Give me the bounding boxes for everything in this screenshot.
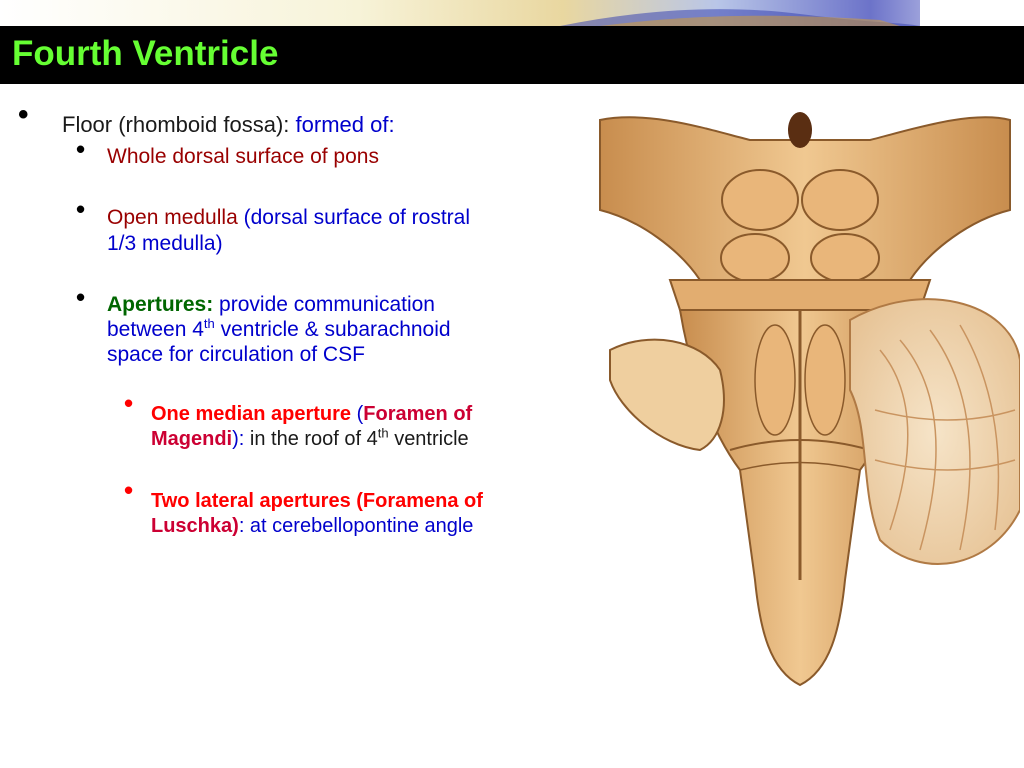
header-gradient-graphic [0, 0, 1024, 26]
title-bar [0, 26, 1024, 84]
median-foramen: Foramen of [363, 403, 473, 425]
pons-item: Whole dorsal surface of pons [107, 145, 379, 168]
floor-label: Floor (rhomboid fossa): [62, 112, 290, 137]
lateral-aperture-line2 [151, 513, 473, 539]
slide-content [0, 84, 600, 768]
median-aperture-item [151, 401, 472, 427]
median-location: in the roof of 4 [249, 428, 378, 450]
bullet-dot-icon: • [76, 194, 86, 224]
medulla-item [107, 205, 470, 231]
bullet-dot-icon: • [124, 388, 134, 418]
median-foramen-name: Magendi [151, 428, 233, 450]
bullet-dot-icon: • [76, 134, 86, 164]
medulla-detail: (dorsal surface of rostral [243, 206, 471, 229]
superscript-th: th [203, 316, 215, 331]
bullet-dot-icon: • [124, 475, 134, 505]
bullet-dot-icon: • [76, 282, 86, 312]
lateral-location: : at cerebellopontine angle [238, 515, 474, 537]
median-aperture-line2 [151, 426, 469, 452]
median-label: One median aperture [151, 403, 352, 425]
floor-line [62, 112, 395, 138]
apertures-item [107, 292, 435, 318]
slide-title: Fourth Ventricle [12, 34, 279, 73]
apertures-line3: space for circulation of CSF [107, 343, 365, 366]
apertures-text: provide communication [219, 293, 435, 316]
lateral-foramen-name: Luschka) [151, 515, 239, 537]
lateral-aperture-item: Two lateral apertures (Foramena of [151, 490, 483, 512]
apertures-text-2b: ventricle & subarachnoid [220, 318, 451, 341]
floor-formed: formed of: [295, 112, 395, 137]
bullet-dot-icon: • [18, 98, 29, 131]
median-location-end: ventricle [394, 428, 469, 450]
median-paren-open: ( [356, 403, 364, 425]
brainstem-illustration [590, 110, 1020, 690]
medulla-label: Open medulla [107, 206, 238, 229]
apertures-label: Apertures: [107, 293, 214, 316]
apertures-text-2a: between 4 [107, 318, 204, 341]
decorative-header-strip [0, 0, 1024, 26]
brainstem-drawing [590, 110, 1020, 690]
median-paren-close: ): [232, 428, 245, 450]
apertures-line2 [107, 317, 451, 343]
superscript-th: th [377, 425, 389, 441]
medulla-detail-cont: 1/3 medulla) [107, 232, 223, 255]
